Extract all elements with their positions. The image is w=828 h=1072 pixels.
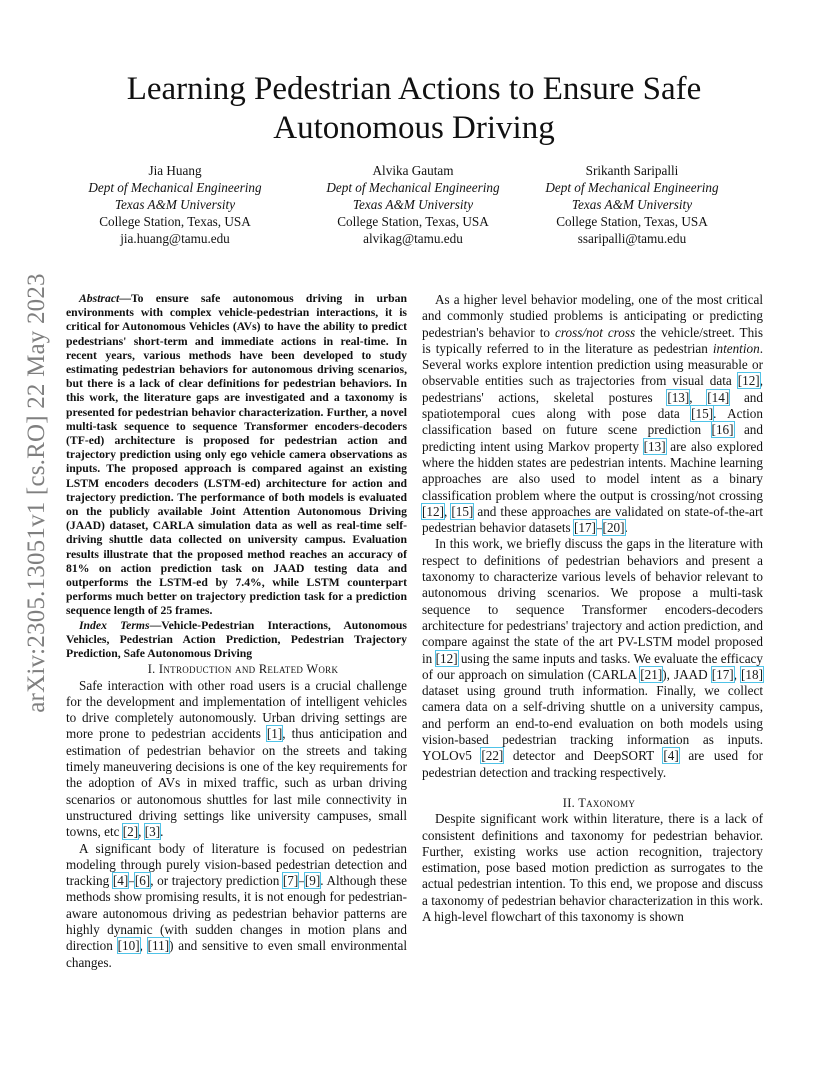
- index-terms-lead: Index Terms: [79, 618, 150, 632]
- author-email[interactable]: alvikag@tamu.edu: [363, 231, 463, 246]
- index-terms-text: —Vehicle-Pedestrian Interactions, Autonomous Vehicles, Pedestrian Action Prediction, Pedestrian Trajectory Prediction, Safe Autonomous Driving: [66, 618, 407, 661]
- arxiv-id: arXiv:2305.13051v1 [cs.RO] 22 May 2023: [23, 273, 50, 713]
- citation-link[interactable]: [12]: [435, 650, 458, 666]
- intro-paragraph-1: Safe interaction with other road users is a crucial challenge for the development and implementation of intelligent vehicles to drive completely autonomously. Urban driving settings are more prone to pedestrian accidents [1], thus anticipation and estimation of pedestrian behavior on the streets and taking timely maneuvering decisions is one of the key requirements for the adoption of AVs in mixed traffic, such as urban driving scenarios or autonomous shuttles for last mile connectivity in unstructured driving settings like university campuses, small towns, etc [2], [3].: [66, 677, 408, 840]
- author-email[interactable]: ssaripalli@tamu.edu: [577, 231, 687, 246]
- author-name: Jia Huang: [148, 163, 202, 178]
- citation-link[interactable]: [13]: [643, 438, 666, 454]
- author-city: College Station, Texas, USA: [337, 214, 489, 229]
- citation-link[interactable]: [15]: [691, 406, 714, 422]
- citation-link[interactable]: [7]: [282, 873, 299, 889]
- author-university: Texas A&M University: [114, 197, 236, 212]
- section-heading-taxonomy: II. Taxonomy: [562, 795, 636, 810]
- author-email[interactable]: jia.huang@tamu.edu: [120, 231, 230, 246]
- citation-link[interactable]: [4]: [112, 873, 129, 889]
- abstract-lead: Abstract: [79, 292, 120, 305]
- citation-link[interactable]: [11]: [147, 938, 170, 954]
- index-terms: [66, 619, 407, 662]
- author-city: College Station, Texas, USA: [99, 214, 251, 229]
- citation-link[interactable]: [17]: [711, 666, 734, 682]
- author-block-1: [60, 162, 290, 247]
- author-dept: Dept of Mechanical Engineering: [545, 180, 719, 195]
- citation-link[interactable]: [12]: [422, 503, 444, 519]
- paper-title: Learning Pedestrian Actions to Ensure Safe Autonomous Driving: [126, 71, 702, 146]
- author-name: Srikanth Saripalli: [585, 163, 679, 178]
- citation-link[interactable]: [15]: [451, 503, 474, 519]
- citation-link[interactable]: [1]: [266, 726, 283, 742]
- taxonomy-paragraph-1: Despite significant work within literature, there is a lack of consistent definitions and taxonomy for pedestrian behavior. Further, existing works use action recognition, trajectory estimation, pose based motion prediction as surrogates to the actual pedestrian intention. To this end, we propose and discuss a taxonomy of pedestrian behavior characterization in this work. A high-level flowchart of this taxonomy is shown: [422, 811, 763, 924]
- intro-paragraph-4: In this work, we briefly discuss the gaps in the literature with respect to definitions of pedestrian behaviors and present a taxonomy to characterize various levels of behavior relevant to autonomous driving scenarios. We propose a multi-task sequence to sequence Transformer encoders-decoders architecture for pedestrians' trajectory and action prediction, and compare against the state of the art PV-LSTM model proposed in [12] using the same inputs and tasks. We evaluate the efficacy of our approach on simulation (CARLA [21]), JAAD [17], [18] dataset using ground truth information. Finally, we collect camera data on a self-driving shuttle on a university campus, and perform an end-to-end evaluation on both models using vision-based pedestrian tracking information as inputs. YOLOv5 [22] detector and DeepSORT [4] are used for pedestrian detection and tracking respectively.: [422, 536, 763, 780]
- author-city: College Station, Texas, USA: [556, 214, 708, 229]
- author-block-3: [517, 162, 747, 247]
- citation-link[interactable]: [13]: [667, 389, 690, 405]
- author-university: Texas A&M University: [571, 197, 693, 212]
- intro-paragraph-3: As a higher level behavior modeling, one of the most critical and commonly studied problems is anticipating or predicting pedestrian's behavior to cross/not cross the vehicle/street. This is typically referred to in the literature as pedestrian intention. Several works explore intention prediction using measurable or observable entities such as trajectories from visual data [12], pedestrians' actions, skeletal postures [13], [14] and spatiotemporal cues along with pose data [15]. Action classification based on future scene prediction [16] and predicting intent using Markov property [13] are also explored where the hidden states are pedestrian intents. Machine learning approaches are also used to model intent as a binary classification problem where the output is crossing/not crossing [12], [15] and these approaches are validated on state-of-the-art pedestrian behavior datasets [17]–[20].: [422, 292, 763, 536]
- citation-link[interactable]: [2]: [122, 824, 139, 840]
- citation-link[interactable]: [20]: [602, 520, 625, 536]
- abstract-text: —To ensure safe autonomous driving in urban environments with complex vehicle-pedestrian interactions, it is critical for Autonomous Vehicles (AVs) to have the ability to predict pedestrians' short-term and immediate actions in real-time. In recent years, various methods have been developed to study estimating pedestrian behaviors for autonomous driving scenarios, but there is a lack of clear definitions for pedestrian behaviors. In this work, the literature gaps are investigated and a taxonomy is presented for pedestrian behavior characterization. Further, a novel multi-task sequence to sequence Transformer encoders-decoders (TF-ed) architecture is proposed for pedestrian action and trajectory prediction using only ego vehicle camera observations as inputs. The proposed approach is compared against an existing LSTM encoders decoders (LSTM-ed) architecture for action and trajectory prediction. The performance of both models is evaluated on the publicly available Joint Attention Autonomous Driving (JAAD) dataset, CARLA simulation data as well as real-time self-driving shuttle data collected on university campus. Evaluation results illustrate that the proposed method reaches an accuracy of 81% on action prediction task on JAAD testing data and outperforms the LSTM-ed by 7.4%, while LSTM counterpart performs much better on trajectory prediction task for a prediction sequence length of 25 frames.: [66, 292, 407, 618]
- citation-link[interactable]: [14]: [707, 389, 730, 405]
- citation-link[interactable]: [22]: [481, 748, 504, 764]
- abstract: [66, 292, 407, 619]
- author-name: Alvika Gautam: [372, 163, 454, 178]
- section-heading-intro: I. Introduction and Related Work: [147, 662, 339, 677]
- author-block-2: [298, 162, 528, 247]
- citation-link[interactable]: [4]: [663, 748, 679, 764]
- author-university: Texas A&M University: [352, 197, 474, 212]
- citation-link[interactable]: [9]: [304, 873, 321, 889]
- right-column: [422, 292, 763, 925]
- intro-paragraph-2: A significant body of literature is focused on pedestrian modeling through purely vision-based pedestrian detection and tracking [4]–[6], or trajectory prediction [7]–[9]. Although these methods show promising results, it is not enough for pedestrian-aware autonomous driving as pedestrian behavior patterns are highly dynamic (with sudden changes in motion plans and direction [10], [11]) and sensitive to even small environmental changes.: [66, 840, 407, 970]
- citation-link[interactable]: [16]: [711, 422, 734, 438]
- citation-link[interactable]: [21]: [640, 666, 663, 682]
- citation-link[interactable]: [17]: [573, 520, 596, 536]
- arxiv-stamp: [22, 273, 52, 713]
- citation-link[interactable]: [10]: [117, 938, 140, 954]
- author-dept: Dept of Mechanical Engineering: [88, 180, 262, 195]
- citation-link[interactable]: [18]: [741, 666, 763, 682]
- author-dept: Dept of Mechanical Engineering: [326, 180, 500, 195]
- citation-link[interactable]: [3]: [144, 824, 161, 840]
- left-column: [66, 292, 407, 971]
- citation-link[interactable]: [12]: [737, 373, 760, 389]
- citation-link[interactable]: [6]: [134, 873, 151, 889]
